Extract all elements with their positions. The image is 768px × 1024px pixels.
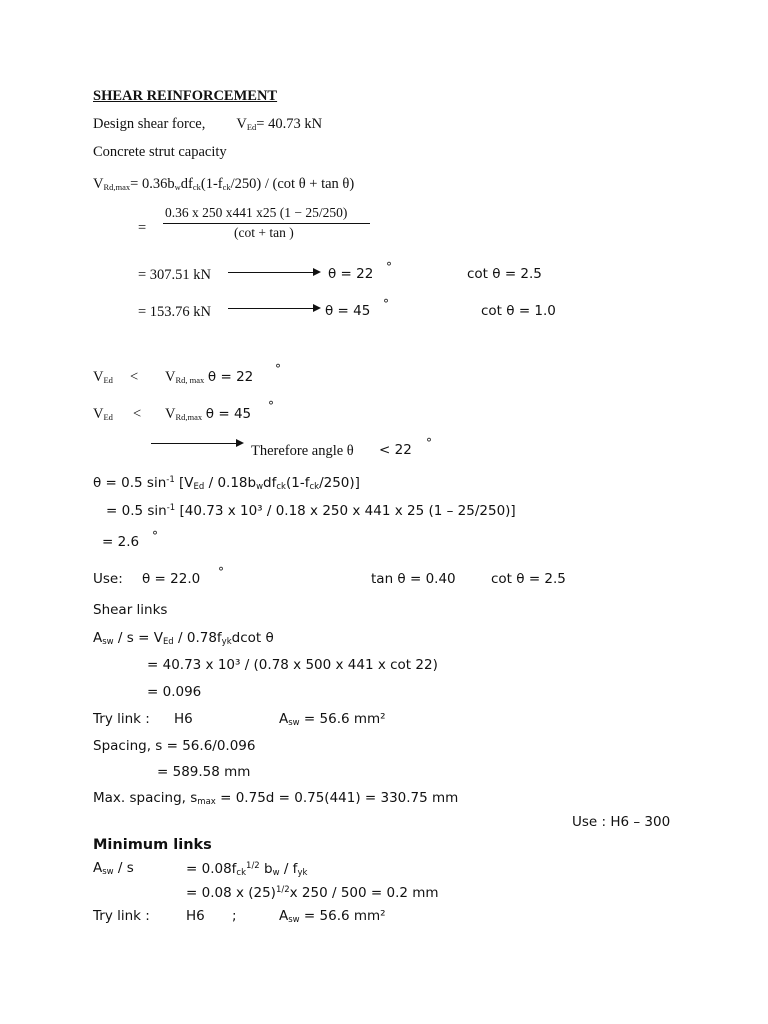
cmp1-less-than: < [130, 369, 139, 385]
degree-symbol: ° [386, 260, 392, 274]
degree-symbol: ° [275, 362, 281, 376]
max-spacing: Max. spacing, $s_{max} = 0.75d = 0.75(441) = 330.75$ mm [93, 790, 459, 807]
degree-symbol: ° [218, 565, 224, 579]
cmp2-less-than: < [133, 406, 142, 422]
design-shear-label: Design shear force, [93, 116, 206, 132]
try-link-bar: H6 [186, 908, 205, 924]
try-link-separator: ; [232, 908, 237, 924]
use-label: Use: [93, 571, 123, 587]
case2-cot: cot θ = 1.0 [481, 303, 556, 319]
use-cot: cot θ = 2.5 [491, 571, 566, 587]
case1-theta: θ = 22 [328, 266, 374, 282]
try-link-label: Try link : [93, 908, 150, 924]
spacing-formula: Spacing, s = 56.6/0.096 [93, 738, 256, 754]
degree-symbol: ° [383, 297, 389, 311]
section-heading: SHEAR REINFORCEMENT [93, 88, 278, 104]
arrow-right-icon [228, 272, 319, 273]
fraction-bar [163, 223, 370, 224]
use-tan: tan θ = 0.40 [371, 571, 456, 587]
try-link-area: $A_{sw} = 56.6$ mm² [279, 908, 386, 925]
use-link-result: Use : H6 – 300 [572, 814, 671, 830]
asw-calculation: = 40.73 x 10³ / (0.78 x 500 x 441 x cot 22) [147, 657, 438, 673]
asw-result: = 0.096 [147, 684, 202, 700]
theta-formula: θ = 0.5 $\sin^{-1} [V_{Ed} / 0.18b_wdf_{ck}(1-f_{ck}/250)]$ [93, 475, 360, 492]
try-link-bar: H6 [174, 711, 193, 727]
min-formula: $A_{sw}$ / s [93, 860, 134, 877]
theta-calculation: = 0.5 $\sin^{-1} [40.73$ x 10³ / 0.18 x 250 x 441 x 25 (1 – 25/250)] [106, 503, 516, 519]
try-link-label: Try link : [93, 711, 150, 727]
case1-value: = 307.51 kN [138, 267, 212, 283]
try-link-area: $A_{sw} = 56.6$ mm² [279, 711, 386, 728]
degree-symbol: ° [268, 399, 274, 413]
spacing-result: = 589.58 mm [157, 764, 251, 780]
cmp2-vrd: $V_{Rd,max}$ θ = 45 [165, 406, 252, 422]
cmp2-ved: $V_{Ed}$ [93, 406, 113, 422]
fraction-equals: = [138, 220, 147, 236]
fraction-denominator: (cot + tan ) [234, 225, 294, 240]
theta-result: = 2.6 [102, 534, 140, 550]
degree-symbol: ° [426, 436, 432, 450]
case2-theta: θ = 45 [325, 303, 371, 319]
asw-formula: $A_{sw} / s = V_{Ed} / 0.78f_{yk}dcot$ θ [93, 630, 274, 647]
use-theta: θ = 22.0 [142, 571, 201, 587]
case1-cot: cot θ = 2.5 [467, 266, 542, 282]
design-shear-value: = 40.73 kN [256, 116, 323, 132]
arrow-right-icon [151, 443, 242, 444]
therefore-text: Therefore angle θ [251, 443, 354, 459]
case2-value: = 153.76 kN [138, 304, 212, 320]
shear-links-title: Shear links [93, 602, 168, 618]
strut-title: Concrete strut capacity [93, 144, 227, 160]
degree-symbol: ° [152, 529, 158, 543]
therefore-limit: < 22 [379, 442, 412, 458]
design-shear-line: Design shear force, $V_{Ed}= 40.73$ kN [93, 116, 323, 132]
cmp1-ved: $V_{Ed}$ [93, 369, 113, 385]
min-calculation: = 0.08 x $(25)^{1/2}x$ 250 / 500 = 0.2 mm [186, 885, 439, 901]
min-formula-rhs: = $0.08f_{ck}^{1/2}$ $b_w / f_{yk}$ [186, 861, 308, 878]
cmp1-vrd: $V_{Rd, max}$ θ = 22 [165, 369, 254, 385]
vrd-max-formula: $V_{Rd,max}= 0.36b_wdf_{ck}(1-f_{ck}/250) / (\cot$ θ + tan θ) [93, 176, 355, 192]
minimum-links-title: Minimum links [93, 837, 212, 853]
arrow-right-icon [228, 308, 319, 309]
fraction-numerator: 0.36 x 250 x441 x25 (1 − 25/250) [165, 205, 348, 220]
